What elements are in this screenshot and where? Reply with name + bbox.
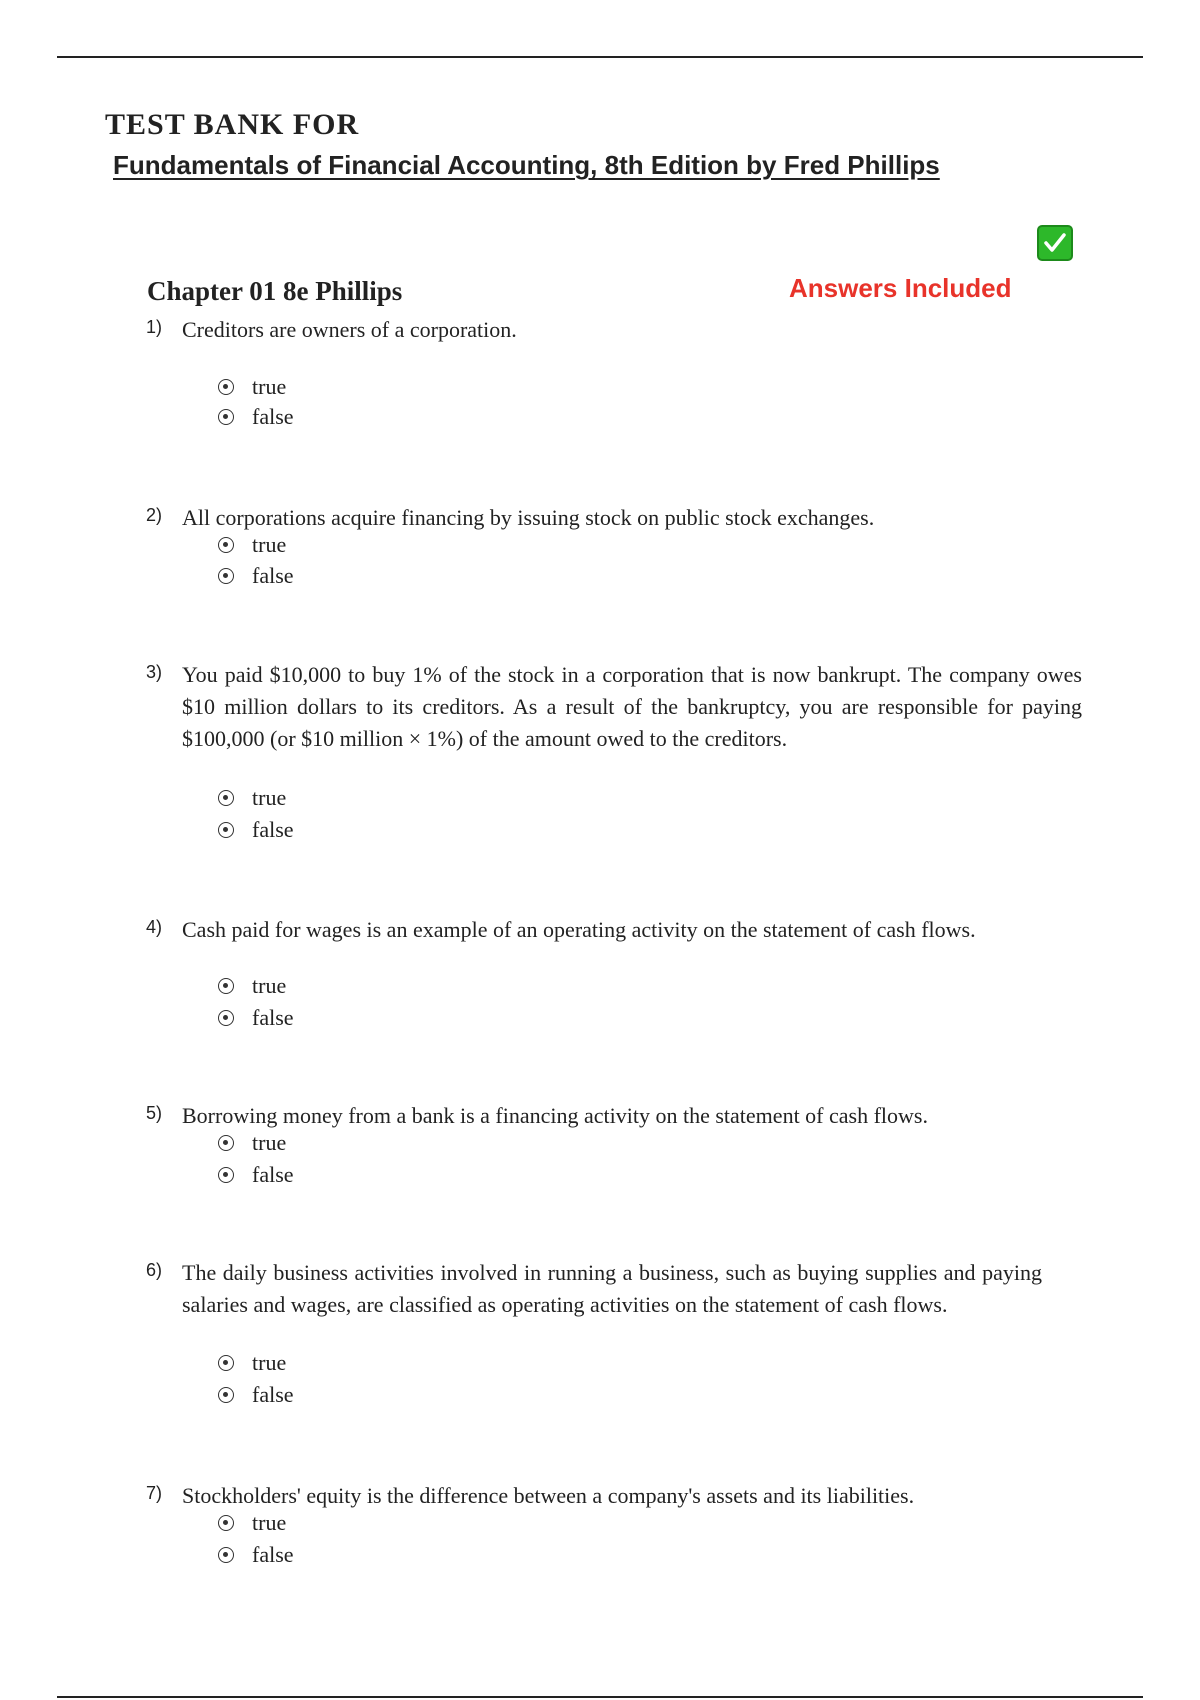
- question-text: You paid $10,000 to buy 1% of the stock in a corporation that is now bankrupt. The company owes $10 million dollars to its creditors. As a result of the bankruptcy, you are responsible for paying $100,000 (or $10 million × 1%) of the amount owed to the creditors.: [182, 662, 1082, 751]
- radio-icon[interactable]: [218, 537, 234, 553]
- option-label: true: [252, 532, 287, 557]
- question-number: 3): [146, 662, 163, 682]
- radio-icon[interactable]: [218, 1387, 234, 1403]
- book-title: Fundamentals of Financial Accounting, 8th Edition by Fred Phillips: [113, 150, 940, 180]
- radio-icon[interactable]: [218, 1547, 234, 1563]
- option-false[interactable]: [218, 1541, 294, 1569]
- question-text: All corporations acquire financing by issuing stock on public stock exchanges.: [182, 505, 875, 530]
- option-true[interactable]: [218, 1349, 286, 1377]
- radio-icon[interactable]: [218, 409, 234, 425]
- question-number: 1): [146, 317, 163, 337]
- question-number: 2): [146, 505, 163, 525]
- option-false[interactable]: [218, 1004, 294, 1032]
- option-label: true: [252, 1350, 287, 1375]
- radio-icon[interactable]: [218, 1515, 234, 1531]
- radio-icon[interactable]: [218, 1355, 234, 1371]
- answers-included-label: Answers Included: [789, 273, 1012, 303]
- green-check-icon: [1037, 225, 1073, 261]
- option-label: false: [252, 1162, 294, 1187]
- option-true[interactable]: [218, 972, 286, 1000]
- question-number: 4): [146, 917, 163, 937]
- radio-icon[interactable]: [218, 822, 234, 838]
- radio-icon[interactable]: [218, 1167, 234, 1183]
- option-true[interactable]: [218, 1509, 286, 1537]
- option-label: true: [252, 973, 287, 998]
- option-label: false: [252, 1005, 294, 1030]
- option-true[interactable]: [218, 1129, 286, 1157]
- option-label: false: [252, 563, 294, 588]
- option-true[interactable]: [218, 531, 286, 559]
- option-label: true: [252, 1510, 287, 1535]
- radio-icon[interactable]: [218, 1010, 234, 1026]
- option-label: false: [252, 404, 294, 429]
- option-label: false: [252, 817, 294, 842]
- option-false[interactable]: [218, 1381, 294, 1409]
- question-text: Borrowing money from a bank is a financing activity on the statement of cash flows.: [182, 1103, 928, 1128]
- option-false[interactable]: [218, 816, 294, 844]
- option-true[interactable]: [218, 373, 286, 401]
- option-label: true: [252, 785, 287, 810]
- question-text: Stockholders' equity is the difference between a company's assets and its liabilities.: [182, 1483, 915, 1508]
- option-false[interactable]: [218, 403, 294, 431]
- option-label: true: [252, 1130, 287, 1155]
- option-false[interactable]: [218, 562, 294, 590]
- option-label: false: [252, 1382, 294, 1407]
- chapter-title: Chapter 01 8e Phillips: [147, 276, 403, 306]
- option-true[interactable]: [218, 784, 286, 812]
- option-false[interactable]: [218, 1161, 294, 1189]
- question-text: Cash paid for wages is an example of an operating activity on the statement of cash flows.: [182, 917, 976, 942]
- radio-icon[interactable]: [218, 790, 234, 806]
- question-number: 5): [146, 1103, 163, 1123]
- radio-icon[interactable]: [218, 379, 234, 395]
- radio-icon[interactable]: [218, 568, 234, 584]
- question-text: The daily business activities involved in running a business, such as buying supplies and paying salaries and wages, are classified as operating activities on the statement of cash flows.: [182, 1260, 1042, 1317]
- question-number: 7): [146, 1483, 163, 1503]
- radio-icon[interactable]: [218, 1135, 234, 1151]
- option-label: true: [252, 374, 287, 399]
- top-rule: [57, 56, 1143, 58]
- question-text: Creditors are owners of a corporation.: [182, 317, 517, 342]
- test-bank-heading: TEST BANK FOR: [105, 108, 360, 141]
- radio-icon[interactable]: [218, 978, 234, 994]
- question-number: 6): [146, 1260, 163, 1280]
- bottom-rule: [57, 1696, 1143, 1698]
- option-label: false: [252, 1542, 294, 1567]
